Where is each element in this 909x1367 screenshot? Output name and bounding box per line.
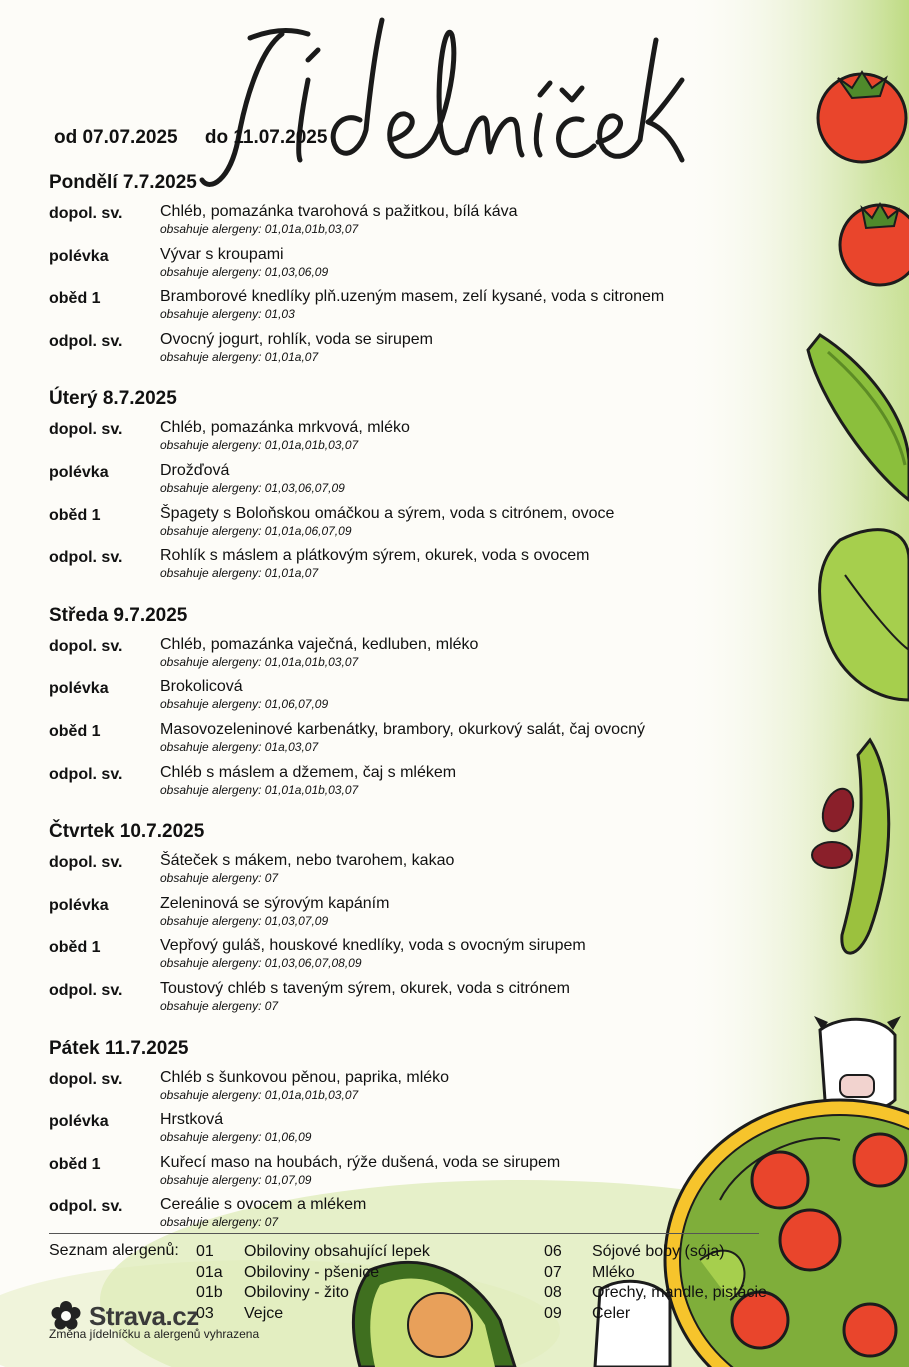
meal-description: Vepřový guláš, houskové knedlíky, voda s ovocným sirupem [160,937,586,955]
meal-type: dopol. sv. [49,205,123,222]
meal-row [49,1110,769,1153]
meal-body [160,245,769,288]
allergen-name: Mléko [592,1263,635,1281]
meal-row [49,1153,769,1196]
allergen-legend-column [196,1242,430,1324]
meal-allergens: obsahuje alergeny: 01,06,09 [160,1130,312,1145]
meal-body [160,330,769,373]
meal-allergens: obsahuje alergeny: 01,01a,01b,03,07 [160,782,359,797]
meal-body [160,461,769,504]
meal-description: Šáteček s mákem, nebo tvarohem, kakao [160,852,455,870]
meal-row [49,1195,769,1238]
meal-allergens: obsahuje alergeny: 01,06,07,09 [160,697,329,712]
meal-body [160,1110,769,1153]
footnote: Změna jídelníčku a alergenů vyhrazena [49,1327,260,1341]
meal-type: odpol. sv. [49,981,123,999]
meal-row [49,245,769,288]
meal-allergens: obsahuje alergeny: 01a,03,07 [160,739,319,754]
meal-row [49,635,769,678]
day-title: Úterý 8.7.2025 [49,388,177,410]
day-title: Čtvrtek 10.7.2025 [49,821,205,843]
menu-days [49,168,769,1250]
meal-description: Vývar s kroupami [160,245,284,263]
meal-body [160,546,769,589]
allergen-item [196,1263,430,1284]
meal-row [49,418,769,461]
meal-type: dopol. sv. [49,1070,123,1088]
allergen-name: Ořechy, mandle, pistácie [592,1284,767,1301]
meal-allergens: obsahuje alergeny: 01,03,07,09 [160,913,329,928]
meal-allergens: obsahuje alergeny: 07 [160,1215,279,1230]
menu-period [54,127,327,149]
meal-body [160,677,769,720]
meal-description: Kuřecí maso na houbách, rýže dušená, voda se sirupem [160,1153,561,1171]
period-from: od 07.07.2025 [54,127,178,148]
meal-type: dopol. sv. [49,637,123,655]
day-section [49,1034,769,1238]
day-title: Pondělí 7.7.2025 [49,172,197,193]
meal-type: oběd 1 [49,506,101,524]
allergen-code: 01 [196,1243,214,1260]
meal-description: Rohlík s máslem a plátkovým sýrem, okurek, voda s ovocem [160,547,590,565]
meal-allergens: obsahuje alergeny: 01,07,09 [160,1172,312,1187]
meal-type: polévka [49,247,109,265]
day-section [49,601,769,805]
allergen-code: 07 [544,1263,562,1281]
allergen-code: 01b [196,1284,223,1301]
meal-body [160,202,769,245]
meal-description: Hrstková [160,1111,224,1129]
meal-type: odpol. sv. [49,1198,123,1216]
allergen-item [544,1283,767,1304]
allergen-name: Obiloviny - žito [244,1284,349,1301]
allergen-item [196,1242,430,1263]
allergen-name: Vejce [244,1304,284,1322]
meal-description: Zeleninová se sýrovým kapáním [160,894,390,912]
meal-row [49,936,769,979]
meal-type: odpol. sv. [49,549,123,567]
meal-row [49,677,769,720]
meal-description: Cereálie s ovocem a mlékem [160,1196,367,1214]
meal-row [49,330,769,373]
divider [49,1233,759,1234]
day-section [49,168,769,372]
allergen-code: 08 [544,1284,562,1301]
allergen-name: Obiloviny - pšenice [244,1263,380,1281]
meal-description: Bramborové knedlíky plň.uzeným masem, zelí kysané, voda s citronem [160,288,665,306]
meal-type: oběd 1 [49,1155,101,1173]
allergen-code: 03 [196,1304,214,1322]
meal-row [49,287,769,330]
meal-allergens: obsahuje alergeny: 01,01a,01b,03,07 [160,654,359,669]
day-title: Středa 9.7.2025 [49,604,188,626]
meal-allergens: obsahuje alergeny: 01,01a,07 [160,349,319,364]
meal-allergens: obsahuje alergeny: 01,01a,01b,03,07 [160,438,359,453]
meal-body [160,287,769,330]
meal-type: oběd 1 [49,939,101,957]
meal-allergens: obsahuje alergeny: 01,03,06,07,08,09 [160,956,362,971]
meal-description: Chléb s máslem a džemem, čaj s mlékem [160,763,457,781]
meal-allergens: obsahuje alergeny: 01,01a,06,07,09 [160,523,352,538]
day-title: Pátek 11.7.2025 [49,1037,189,1059]
allergen-code: 09 [544,1304,562,1322]
meal-description: Drožďová [160,461,230,479]
meal-allergens: obsahuje alergeny: 07 [160,998,279,1013]
meal-description: Chléb, pomazánka vaječná, kedluben, mléko [160,635,479,653]
meal-type: polévka [49,680,109,698]
meal-row [49,720,769,763]
meal-type: odpol. sv. [49,332,123,350]
day-section [49,384,769,588]
meal-allergens: obsahuje alergeny: 01,01a,01b,03,07 [160,1087,359,1102]
meal-row [49,851,769,894]
meal-row [49,461,769,504]
meal-type: dopol. sv. [49,854,123,872]
meal-type: polévka [49,463,109,481]
meal-description: Chléb, pomazánka tvarohová s pažitkou, bílá káva [160,203,518,220]
allergen-name: Sójové boby (sója) [592,1243,725,1260]
meal-description: Špagety s Boloňskou omáčkou a sýrem, voda s citrónem, ovoce [160,504,615,522]
meal-body [160,979,769,1022]
meal-allergens: obsahuje alergeny: 07 [160,871,279,886]
logo-text: Strava.cz [89,1300,199,1331]
allergen-legend-title: Seznam alergenů: [49,1242,179,1259]
meal-body [160,851,769,894]
meal-row [49,202,769,245]
meal-type: oběd 1 [49,290,101,308]
allergen-item [544,1304,767,1325]
allergen-code: 06 [544,1243,562,1260]
meal-row [49,546,769,589]
meal-description: Chléb, pomazánka mrkvová, mléko [160,419,410,437]
allergen-name: Obiloviny obsahující lepek [244,1243,430,1260]
allergen-name: Celer [592,1304,631,1322]
meal-body [160,720,769,763]
meal-allergens: obsahuje alergeny: 01,01a,01b,03,07 [160,222,359,236]
meal-body [160,1195,769,1238]
meal-allergens: obsahuje alergeny: 01,01a,07 [160,566,319,581]
meal-row [49,763,769,806]
allergen-item [544,1242,767,1263]
day-section [49,817,769,1021]
meal-body [160,1068,769,1111]
allergen-code: 01a [196,1263,223,1281]
allergen-item [196,1283,430,1304]
meal-allergens: obsahuje alergeny: 01,03,06,07,09 [160,480,345,495]
meal-body [160,763,769,806]
period-to: do 11.07.2025 [204,127,328,148]
meal-row [49,894,769,937]
meal-body [160,894,769,937]
meal-body [160,635,769,678]
meal-body [160,936,769,979]
meal-row [49,1068,769,1111]
meal-row [49,979,769,1022]
meal-type: oběd 1 [49,722,101,740]
meal-allergens: obsahuje alergeny: 01,03 [160,307,295,322]
meal-description: Brokolicová [160,678,243,696]
meal-description: Masovozeleninové karbenátky, brambory, okurkový salát, čaj ovocný [160,720,645,738]
meal-description: Ovocný jogurt, rohlík, voda se sirupem [160,330,434,348]
meal-description: Chléb s šunkovou pěnou, paprika, mléko [160,1068,450,1086]
meal-type: polévka [49,1113,109,1131]
meal-row [49,504,769,547]
meal-allergens: obsahuje alergeny: 01,03,06,09 [160,264,329,279]
meal-description: Toustový chléb s taveným sýrem, okurek, voda s citrónem [160,979,570,997]
meal-body [160,504,769,547]
meal-type: polévka [49,896,109,914]
meal-type: dopol. sv. [49,421,123,439]
meal-body [160,418,769,461]
meal-body [160,1153,769,1196]
meal-type: odpol. sv. [49,765,123,783]
allergen-legend-column [544,1242,767,1324]
allergen-item [196,1304,430,1325]
allergen-item [544,1263,767,1284]
